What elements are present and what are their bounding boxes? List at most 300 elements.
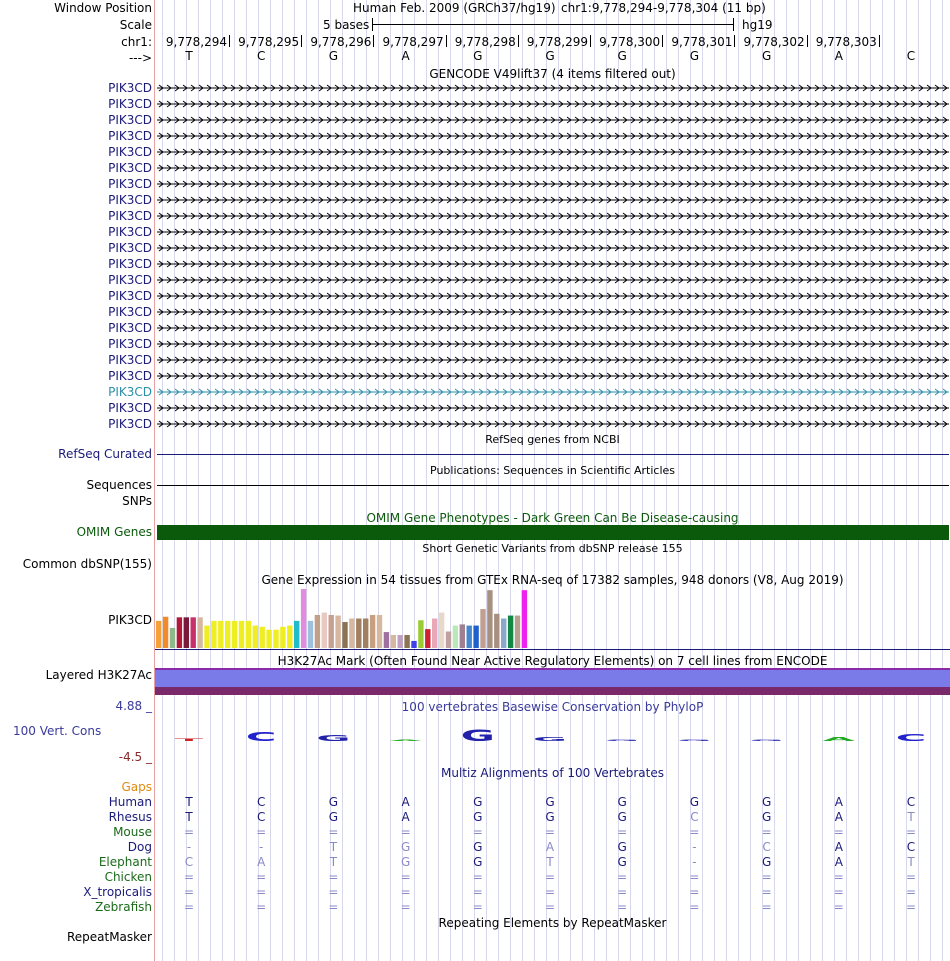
phylop-max-label: 4.88 _ <box>115 699 152 713</box>
gtex-track-title: Gene Expression in 54 tissues from GTEx RNA-seq of 17382 samples, 948 donors (V8, Aug 2019) <box>261 573 844 587</box>
multiz-base: - <box>692 855 697 869</box>
multiz-base: = <box>328 825 339 839</box>
gencode-transcript[interactable] <box>157 337 949 351</box>
multiz-base: G <box>328 810 339 824</box>
multiz-base: = <box>761 900 772 914</box>
gtex-tissue-bar[interactable] <box>280 627 285 648</box>
multiz-base: = <box>472 885 483 899</box>
gencode-transcript[interactable] <box>157 273 949 287</box>
multiz-base: A <box>834 795 843 809</box>
transcript-arrow-line <box>157 353 949 367</box>
gencode-transcript[interactable] <box>157 129 949 143</box>
multiz-base: = <box>328 885 339 899</box>
multiz-base: G <box>473 840 483 854</box>
gtex-bar-chart[interactable] <box>155 588 950 652</box>
gtex-tissue-bar[interactable] <box>211 621 216 648</box>
transcript-arrow-line <box>157 161 949 175</box>
gtex-tissue-bar[interactable] <box>315 615 320 648</box>
coordinate-tick <box>373 35 374 47</box>
multiz-base: C <box>690 810 699 824</box>
repeatmasker-track-title: Repeating Elements by RepeatMasker <box>438 916 667 930</box>
multiz-base: G <box>473 855 483 869</box>
gencode-gene-label[interactable]: PIK3CD <box>108 97 152 111</box>
transcript-arrow-line <box>157 273 949 287</box>
multiz-base: T <box>185 795 193 809</box>
gtex-tissue-bar[interactable] <box>363 619 368 649</box>
assembly-title: Human Feb. 2009 (GRCh37/hg19) <box>353 1 556 15</box>
multiz-base: G <box>761 795 772 809</box>
gtex-tissue-bar[interactable] <box>439 613 444 648</box>
coordinate-tick <box>590 35 591 47</box>
coordinate-tick <box>229 35 230 47</box>
multiz-base: = <box>689 885 700 899</box>
multiz-base: = <box>833 900 844 914</box>
gencode-transcript[interactable] <box>157 289 949 303</box>
coordinate-tick <box>734 35 735 47</box>
coordinate-label: 9,778,299 <box>526 35 588 49</box>
reference-base: T <box>185 49 193 63</box>
gencode-gene-label[interactable]: PIK3CD <box>108 241 152 255</box>
dbsnp-track-title: Short Genetic Variants from dbSNP release 155 <box>422 542 683 555</box>
reference-base: G <box>761 49 772 63</box>
multiz-base: = <box>617 900 628 914</box>
gencode-gene-label[interactable]: PIK3CD <box>108 369 152 383</box>
gencode-gene-label[interactable]: PIK3CD <box>108 257 152 271</box>
gtex-tissue-bar[interactable] <box>446 631 451 648</box>
gtex-tissue-bar[interactable] <box>508 616 513 648</box>
multiz-base: - <box>692 840 697 854</box>
multiz-base: = <box>256 870 267 884</box>
multiz-base: G <box>473 810 483 824</box>
multiz-base: A <box>834 855 843 869</box>
transcript-arrow-line <box>157 369 949 383</box>
gencode-gene-label[interactable]: PIK3CD <box>108 209 152 223</box>
h3k27ac-track-title: H3K27Ac Mark (Often Found Near Active Regulatory Elements) on 7 cell lines from ENCODE <box>277 654 828 668</box>
gtex-tissue-bar[interactable] <box>494 614 499 648</box>
phylop-base-glyph: G <box>316 733 351 744</box>
strand-label: ---> <box>128 51 152 65</box>
gtex-tissue-bar[interactable] <box>294 621 299 648</box>
coordinate-tick <box>446 35 447 47</box>
scale-bar-right-tick <box>733 18 734 31</box>
multiz-base: T <box>185 810 193 824</box>
gtex-tissue-bar[interactable] <box>349 619 354 649</box>
multiz-base: = <box>472 900 483 914</box>
multiz-species-label[interactable]: Chicken <box>104 870 152 884</box>
gencode-gene-label[interactable]: PIK3CD <box>108 289 152 303</box>
multiz-track-title: Multiz Alignments of 100 Vertebrates <box>440 766 665 780</box>
multiz-base: = <box>761 885 772 899</box>
gtex-tissue-bar[interactable] <box>329 615 334 648</box>
transcript-arrow-line <box>157 225 949 239</box>
position-text: chr1:9,778,294-9,778,304 (11 bp) <box>561 1 766 15</box>
scale-text: 5 bases <box>323 18 370 32</box>
multiz-base: A <box>834 810 843 824</box>
gencode-transcript[interactable] <box>157 305 949 319</box>
transcript-arrow-line <box>157 113 949 127</box>
multiz-base: A <box>257 855 266 869</box>
multiz-species-label[interactable]: Dog <box>127 840 152 854</box>
gencode-transcript[interactable] <box>157 81 949 95</box>
publications-line[interactable] <box>157 485 949 486</box>
reference-base: G <box>473 49 483 63</box>
gencode-gene-label[interactable]: PIK3CD <box>108 353 152 367</box>
phylop-base-glyph: C <box>895 732 927 744</box>
gencode-transcript[interactable] <box>157 113 949 127</box>
phylop-base-glyph: G <box>605 739 640 742</box>
multiz-base: A <box>401 810 410 824</box>
omim-bar[interactable] <box>157 525 949 540</box>
multiz-base: = <box>183 870 195 884</box>
h3k27ac-signal-dark <box>155 687 950 695</box>
gtex-tissue-bar[interactable] <box>253 626 258 648</box>
coordinate-tick <box>879 35 880 47</box>
phylop-base-glyph: T <box>174 738 204 742</box>
coordinate-label: 9,778,294 <box>165 35 227 49</box>
gtex-tissue-bar[interactable] <box>377 615 382 648</box>
gtex-tissue-bar[interactable] <box>467 626 472 648</box>
multiz-base: T <box>329 855 338 869</box>
multiz-base: G <box>545 795 555 809</box>
gencode-gene-label[interactable]: PIK3CD <box>108 81 152 95</box>
gencode-transcript[interactable] <box>157 193 949 207</box>
gtex-tissue-bar[interactable] <box>425 629 430 648</box>
snps-track-label[interactable]: SNPs <box>122 494 152 508</box>
gencode-gene-label[interactable]: PIK3CD <box>108 417 152 431</box>
multiz-base: = <box>400 900 411 914</box>
gencode-transcript[interactable] <box>157 257 949 271</box>
label-divider[interactable] <box>154 0 155 961</box>
refseq-track-title: RefSeq genes from NCBI <box>485 433 620 446</box>
multiz-base: G <box>400 855 411 869</box>
gencode-transcript[interactable] <box>157 177 949 191</box>
gtex-tissue-bar[interactable] <box>356 619 361 649</box>
multiz-base: G <box>545 810 555 824</box>
multiz-base: = <box>183 825 195 839</box>
gencode-transcript[interactable] <box>157 369 949 383</box>
gtex-tissue-bar[interactable] <box>266 630 271 648</box>
gencode-transcript[interactable] <box>157 385 949 399</box>
multiz-species-label[interactable]: Elephant <box>98 855 152 869</box>
multiz-base: G <box>617 795 627 809</box>
gencode-gene-label[interactable]: PIK3CD <box>108 113 152 127</box>
multiz-base: = <box>472 825 483 839</box>
multiz-base: - <box>259 840 264 854</box>
multiz-base: = <box>256 900 267 914</box>
coordinate-tick <box>662 35 663 47</box>
multiz-base: = <box>761 825 772 839</box>
gtex-tissue-bar[interactable] <box>225 621 230 648</box>
refseq-track-label[interactable]: RefSeq Curated <box>58 447 152 461</box>
gtex-tissue-bar[interactable] <box>239 621 244 648</box>
phylop-base-glyph: G <box>677 739 712 742</box>
transcript-arrow-line <box>157 145 949 159</box>
gencode-gene-label[interactable]: PIK3CD <box>108 193 152 207</box>
gencode-track-title: GENCODE V49lift37 (4 items filtered out) <box>429 67 676 81</box>
coordinate-label: 9,778,295 <box>238 35 300 49</box>
multiz-base: = <box>617 825 628 839</box>
gencode-gene-label[interactable]: PIK3CD <box>108 177 152 191</box>
phylop-base-glyph: G <box>749 739 784 742</box>
multiz-base: C <box>256 810 266 824</box>
gencode-transcript[interactable] <box>157 161 949 175</box>
phylop-base-glyph: A <box>822 736 855 743</box>
phylop-base-glyph: G <box>532 736 568 743</box>
gencode-gene-label[interactable]: PIK3CD <box>108 321 152 335</box>
coordinate-tick <box>807 35 808 47</box>
multiz-base: = <box>544 885 556 899</box>
gencode-transcript[interactable] <box>157 321 949 335</box>
phylop-track-title: 100 vertebrates Basewise Conservation by PhyloP <box>401 700 704 714</box>
multiz-base: T <box>907 810 915 824</box>
gtex-tissue-bar[interactable] <box>460 624 465 648</box>
scale-bar-left-tick <box>372 18 373 31</box>
gtex-tissue-bar[interactable] <box>232 621 237 648</box>
gtex-tissue-bar[interactable] <box>246 621 251 648</box>
gtex-tissue-bar[interactable] <box>260 627 265 648</box>
gencode-transcript[interactable] <box>157 209 949 223</box>
gencode-transcript[interactable] <box>157 225 949 239</box>
gtex-tissue-bar[interactable] <box>473 626 478 648</box>
coordinate-label: 9,778,298 <box>454 35 516 49</box>
multiz-base: C <box>906 840 916 854</box>
gtex-tissue-bar[interactable] <box>480 609 485 648</box>
phylop-base-glyph: A <box>389 739 422 742</box>
gtex-tissue-bar[interactable] <box>370 615 375 648</box>
phylop-logo[interactable] <box>155 725 950 760</box>
transcript-arrow-line <box>157 289 949 303</box>
multiz-base: T <box>329 840 338 854</box>
transcript-arrow-line <box>157 321 949 335</box>
coordinate-label: 9,778,303 <box>815 35 877 49</box>
multiz-base: = <box>905 870 917 884</box>
multiz-base: G <box>617 810 627 824</box>
h3k27ac-signal[interactable] <box>155 670 950 687</box>
multiz-base: = <box>400 885 411 899</box>
transcript-arrow-line <box>157 209 949 223</box>
multiz-base: = <box>761 870 772 884</box>
multiz-base: C <box>762 840 771 854</box>
scale-label: Scale <box>119 18 152 32</box>
gtex-tissue-bar[interactable] <box>398 635 403 648</box>
chrom-label: chr1: <box>121 35 152 49</box>
coordinate-label: 9,778,296 <box>310 35 372 49</box>
gtex-tissue-bar[interactable] <box>501 619 506 649</box>
gencode-transcript[interactable] <box>157 353 949 367</box>
gencode-gene-label[interactable]: PIK3CD <box>108 385 152 399</box>
multiz-base: A <box>834 840 843 854</box>
gtex-tissue-bar[interactable] <box>342 622 347 648</box>
reference-base: G <box>328 49 339 63</box>
phylop-min-label: -4.5 _ <box>118 750 152 764</box>
gtex-tissue-bar[interactable] <box>335 616 340 648</box>
gencode-gene-label[interactable]: PIK3CD <box>108 129 152 143</box>
multiz-base: = <box>689 870 700 884</box>
transcript-arrow-line <box>157 193 949 207</box>
gtex-tissue-bar[interactable] <box>163 617 168 648</box>
gencode-transcript[interactable] <box>157 241 949 255</box>
multiz-base: = <box>544 825 556 839</box>
window-position-label: Window Position <box>54 1 152 15</box>
reference-base: G <box>617 49 627 63</box>
phylop-base-glyph: C <box>245 729 277 745</box>
multiz-base: G <box>473 795 483 809</box>
transcript-arrow-line <box>157 81 949 95</box>
gtex-tissue-bar[interactable] <box>184 617 189 648</box>
multiz-base: = <box>183 900 195 914</box>
multiz-base: = <box>400 825 411 839</box>
dbsnp-track-label[interactable]: Common dbSNP(155) <box>22 557 152 571</box>
gtex-tissue-bar[interactable] <box>287 626 292 648</box>
gtex-tissue-bar[interactable] <box>418 620 423 648</box>
multiz-base: C <box>256 795 266 809</box>
gtex-tissue-bar[interactable] <box>301 589 306 648</box>
multiz-base: = <box>256 825 267 839</box>
multiz-base: G <box>761 810 772 824</box>
transcript-arrow-line <box>157 337 949 351</box>
multiz-base: = <box>689 825 700 839</box>
gtex-tissue-bar[interactable] <box>404 635 409 648</box>
gencode-gene-label[interactable]: PIK3CD <box>108 273 152 287</box>
multiz-species-label[interactable]: Zebrafish <box>95 900 152 914</box>
reference-base: G <box>689 49 700 63</box>
multiz-base: - <box>186 840 192 854</box>
gencode-transcript[interactable] <box>157 417 949 431</box>
transcript-arrow-line <box>157 97 949 111</box>
multiz-species-label[interactable]: Mouse <box>113 825 152 839</box>
multiz-base: G <box>689 795 700 809</box>
transcript-arrow-line <box>157 257 949 271</box>
scale-bar <box>372 24 733 25</box>
publications-track-title: Publications: Sequences in Scientific Articles <box>430 464 675 477</box>
multiz-base: G <box>617 840 627 854</box>
omim-track-title: OMIM Gene Phenotypes - Dark Green Can Be Disease-causing <box>366 511 739 525</box>
gtex-tissue-bar[interactable] <box>156 621 161 648</box>
coordinate-tick <box>518 35 519 47</box>
gencode-transcript[interactable] <box>157 401 949 415</box>
gtex-tissue-bar[interactable] <box>197 617 202 648</box>
multiz-base: = <box>905 885 917 899</box>
multiz-base: C <box>906 795 916 809</box>
multiz-base: = <box>544 870 556 884</box>
multiz-base: = <box>905 900 917 914</box>
gencode-transcript[interactable] <box>157 97 949 111</box>
multiz-base: = <box>328 870 339 884</box>
h3k27ac-track-label[interactable]: Layered H3K27Ac <box>45 668 152 682</box>
gtex-tissue-bar[interactable] <box>487 590 492 648</box>
gtex-tissue-bar[interactable] <box>453 626 458 648</box>
transcript-arrow-line <box>157 417 949 431</box>
multiz-base: = <box>905 825 917 839</box>
reference-base: G <box>545 49 555 63</box>
transcript-arrow-line <box>157 177 949 191</box>
gtex-tissue-bar[interactable] <box>204 626 209 648</box>
multiz-base: = <box>472 870 483 884</box>
multiz-base: = <box>328 900 339 914</box>
coordinate-tick <box>301 35 302 47</box>
gtex-tissue-bar[interactable] <box>522 590 527 648</box>
multiz-base: = <box>617 885 628 899</box>
gtex-tissue-bar[interactable] <box>308 621 313 648</box>
gtex-tissue-bar[interactable] <box>218 621 223 648</box>
multiz-gaps-label[interactable]: Gaps <box>121 780 152 794</box>
multiz-base: = <box>183 885 195 899</box>
coordinate-label: 9,778,297 <box>382 35 444 49</box>
omim-track-label[interactable]: OMIM Genes <box>76 525 152 539</box>
coordinate-label: 9,778,301 <box>671 35 733 49</box>
refseq-gene-line[interactable] <box>157 454 949 455</box>
multiz-base: = <box>256 885 267 899</box>
multiz-base: C <box>184 855 194 869</box>
gtex-tissue-bar[interactable] <box>322 613 327 648</box>
gtex-tissue-bar[interactable] <box>273 630 278 648</box>
multiz-base: T <box>907 855 915 869</box>
phylop-track-label[interactable]: 100 Vert. Cons <box>13 724 102 738</box>
transcript-arrow-line <box>157 385 949 399</box>
multiz-base: T <box>546 855 554 869</box>
phylop-base-glyph: G <box>460 726 495 746</box>
multiz-species-label[interactable]: X_tropicalis <box>83 885 152 899</box>
gencode-gene-label[interactable]: PIK3CD <box>108 145 152 159</box>
transcript-arrow-line <box>157 129 949 143</box>
gencode-gene-label[interactable]: PIK3CD <box>108 161 152 175</box>
multiz-base: = <box>833 825 844 839</box>
multiz-base: = <box>400 870 411 884</box>
track-labels <box>0 0 154 961</box>
multiz-base: = <box>617 870 628 884</box>
multiz-species-label[interactable]: Human <box>108 795 152 809</box>
gtex-tissue-bar[interactable] <box>391 635 396 648</box>
coordinate-label: 9,778,300 <box>599 35 661 49</box>
multiz-base: = <box>544 900 556 914</box>
gtex-tissue-bar[interactable] <box>170 628 175 648</box>
gencode-transcript[interactable] <box>157 145 949 159</box>
db-text: hg19 <box>742 18 773 32</box>
reference-base: A <box>834 49 843 63</box>
multiz-base: = <box>833 870 844 884</box>
gtex-tissue-bar[interactable] <box>177 617 182 648</box>
gencode-gene-label[interactable]: PIK3CD <box>108 337 152 351</box>
transcript-arrow-line <box>157 401 949 415</box>
gtex-tissue-bar[interactable] <box>515 616 520 648</box>
repeatmasker-track-label[interactable]: RepeatMasker <box>66 930 152 944</box>
transcript-arrow-line <box>157 305 949 319</box>
multiz-species-label[interactable]: Rhesus <box>108 810 152 824</box>
gtex-tissue-bar[interactable] <box>191 617 196 648</box>
publications-track-label[interactable]: Sequences <box>86 478 152 492</box>
gencode-gene-label[interactable]: PIK3CD <box>108 225 152 239</box>
gtex-track-label[interactable]: PIK3CD <box>108 613 152 627</box>
multiz-base: G <box>328 795 339 809</box>
reference-base: A <box>401 49 410 63</box>
multiz-base: = <box>833 885 844 899</box>
multiz-base: A <box>545 840 555 854</box>
multiz-base: G <box>400 840 411 854</box>
multiz-base: = <box>689 900 700 914</box>
reference-base: C <box>256 49 266 63</box>
gencode-gene-label[interactable]: PIK3CD <box>108 305 152 319</box>
multiz-base: G <box>761 855 772 869</box>
reference-base: C <box>906 49 916 63</box>
multiz-base: G <box>617 855 627 869</box>
transcript-arrow-line <box>157 241 949 255</box>
multiz-base: A <box>401 795 410 809</box>
gtex-tissue-bar[interactable] <box>432 619 437 649</box>
gencode-gene-label[interactable]: PIK3CD <box>108 401 152 415</box>
gtex-tissue-bar[interactable] <box>411 641 416 648</box>
coordinate-label: 9,778,302 <box>743 35 805 49</box>
gtex-tissue-bar[interactable] <box>384 632 389 648</box>
